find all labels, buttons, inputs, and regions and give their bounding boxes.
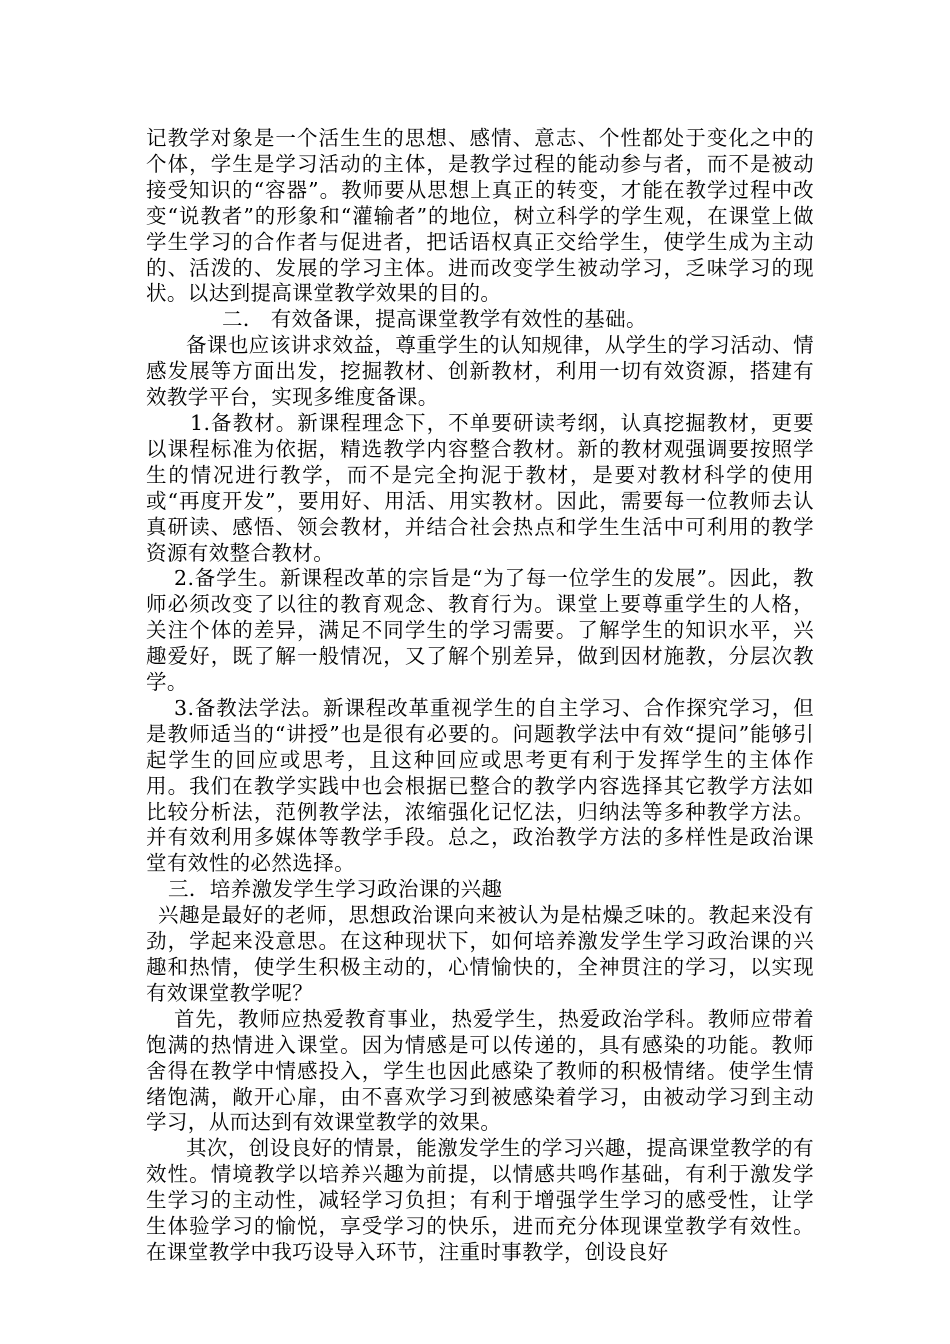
section-heading-3: 三．培养激发学生学习政治课的兴趣 [168, 877, 503, 902]
paragraph-prep-methods: 3.备教法学法。新课程改革重视学生的自主学习、合作探究学习，但是教师适当的“讲授”也是很有必要的。问题教学法中有效“提问”能够引起学生的回应或思考，且这种回应或思考更有利于发挥学生的主体作用。我们在教学实践中也会根据已整合的教学内容选择其它教学方法如比较分析法，范例教学法，浓缩强化记忆法，归纳法等多种教学方法。并有效利用多媒体等教学手段。总之，政治教学方法的多样性是政治课堂有效性的必然选择。 [146, 695, 814, 876]
section-heading-2: 二． 有效备课，提高课堂教学有效性的基础。 [222, 307, 647, 332]
paragraph-first: 首先，教师应热爱教育事业，热爱学生，热爱政治学科。教师应带着饱满的热情进入课堂。因为情感是可以传递的，具有感染的功能。教师舍得在教学中情感投入，学生也因此感染了教师的积极情绪。使学生情绪饱满，敞开心扉，由不喜欢学习到被感染着学习，由被动学习到主动学习，从而达到有效课堂教学的效果。 [146, 1006, 814, 1135]
paragraph-lesson-prep: 备课也应该讲求效益，尊重学生的认知规律，从学生的学习活动、情感发展等方面出发，挖掘教材、创新教材，利用一切有效资源，搭建有效教学平台，实现多维度备课。 [146, 333, 814, 410]
paragraph-interest: 兴趣是最好的老师，思想政治课向来被认为是枯燥乏味的。教起来没有劲，学起来没意思。在这种现状下，如何培养激发学生学习政治课的兴趣和热情，使学生积极主动的，心情愉快的，全神贯注的学习，以实现有效课堂教学呢？ [146, 903, 814, 1005]
document-body [146, 126, 814, 1266]
paragraph-prep-students: 2.备学生。新课程改革的宗旨是“为了每一位学生的发展”。因此，教师必须改变了以往的教育观念、教育行为。课堂上要尊重学生的人格，关注个体的差异，满足不同学生的学习需要。了解学生的知识水平，兴趣爱好，既了解一般情况，又了解个别差异，做到因材施教，分层次教学。 [146, 566, 814, 695]
paragraph-second: 其次，创设良好的情景，能激发学生的学习兴趣，提高课堂教学的有效性。情境教学以培养兴趣为前提，以情感共鸣作基础，有利于激发学生学习的主动性，减轻学习负担；有利于增强学生学习的感受性，让学生体验学习的愉悦，享受学习的快乐，进而充分体现课堂教学有效性。在课堂教学中我巧设导入环节，注重时事教学，创设良好 [146, 1136, 814, 1264]
paragraph-continuation: 记教学对象是一个活生生的思想、感情、意志、个性都处于变化之中的个体，学生是学习活动的主体，是教学过程的能动参与者，而不是被动接受知识的“容器”。教师要从思想上真正的转变，才能在教学过程中改变“说教者”的形象和“灌输者”的地位，树立科学的学生观，在课堂上做学生学习的合作者与促进者，把话语权真正交给学生，使学生成为主动的、活泼的、发展的学习主体。进而改变学生被动学习，乏味学习的现状。以达到提高课堂教学效果的目的。 [146, 126, 814, 306]
paragraph-prep-textbook: 1.备教材。新课程理念下，不单要研读考纲，认真挖掘教材，更要以课程标准为依据，精选教学内容整合教材。新的教材观强调要按照学生的情况进行教学，而不是完全拘泥于教材，是要对教材科学的使用或“再度开发”，要用好、用活、用实教材。因此，需要每一位教师去认真研读、感悟、领会教材，并结合社会热点和学生生活中可利用的教学资源有效整合教材。 [146, 410, 814, 565]
